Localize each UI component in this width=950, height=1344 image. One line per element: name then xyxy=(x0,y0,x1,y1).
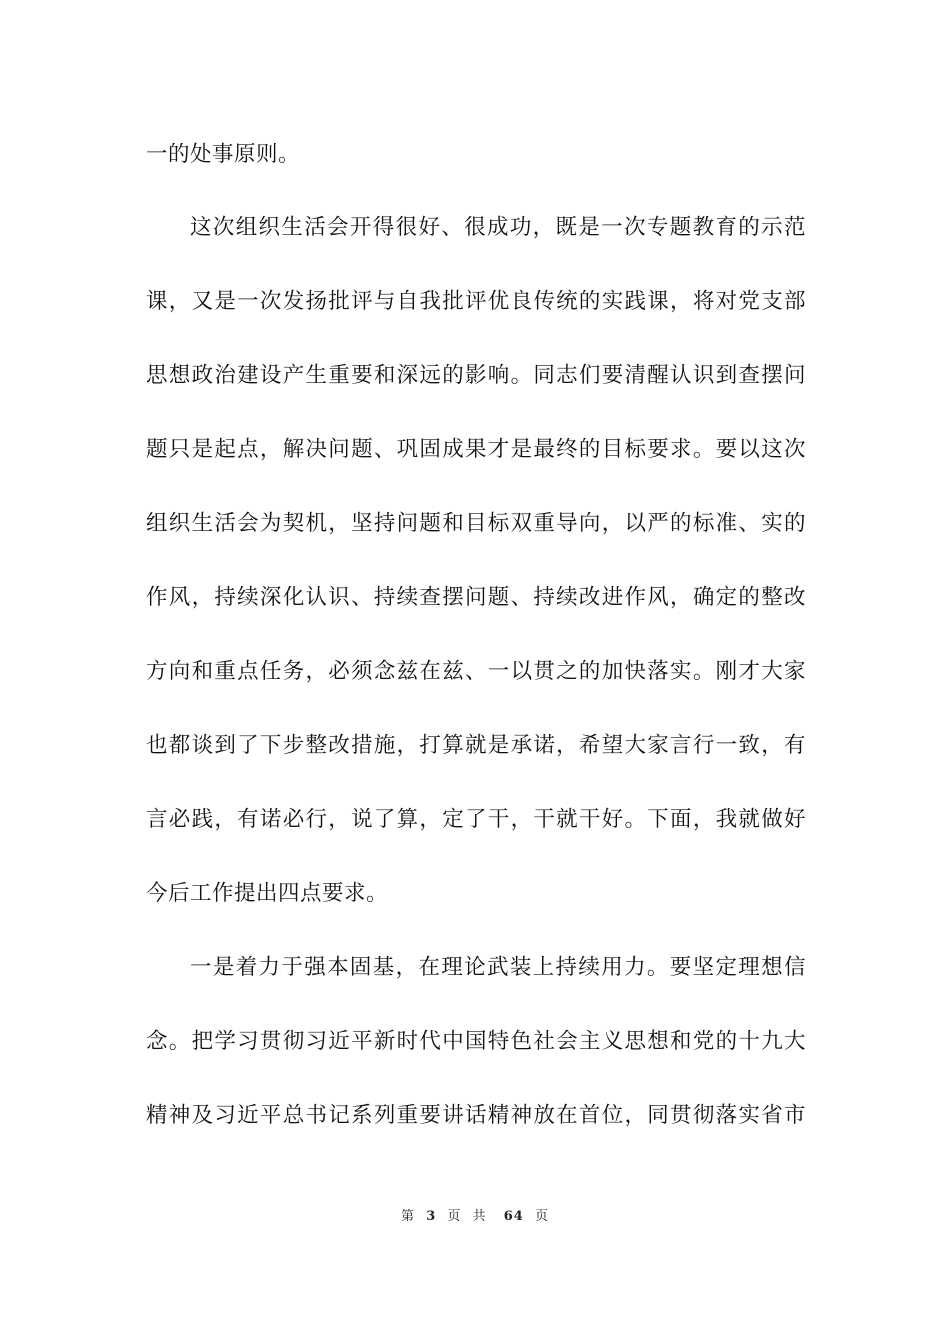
text-line-4: 思想政治建设产生重要和深远的影响。同志们要清醒认识到查摆问 xyxy=(146,363,806,388)
text-line-5: 题只是起点，解决问题、巩固成果才是最终的目标要求。要以这次 xyxy=(146,437,806,462)
text-line-11: 今后工作提出四点要求。 xyxy=(146,881,389,906)
text-line-7: 作风，持续深化认识、持续查摆问题、持续改进作风，确定的整改 xyxy=(146,585,806,610)
text-line-2: 这次组织生活会开得很好、很成功，既是一次专题教育的示范 xyxy=(190,215,806,240)
text-line-12: 一是着力于强本固基，在理论武装上持续用力。要坚定理想信 xyxy=(190,955,806,980)
text-line-9: 也都谈到了下步整改措施，打算就是承诺，希望大家言行一致，有 xyxy=(146,733,806,758)
text-line-13: 念。把学习贯彻习近平新时代中国特色社会主义思想和党的十九大 xyxy=(146,1029,806,1054)
footer-suffix: 页 xyxy=(534,1209,549,1224)
text-line-10: 言必践，有诺必行，说了算，定了干，干就干好。下面，我就做好 xyxy=(146,807,806,832)
text-line-6: 组织生活会为契机，坚持问题和目标双重导向，以严的标准、实的 xyxy=(146,511,806,536)
text-line-14: 精神及习近平总书记系列重要讲话精神放在首位，同贯彻落实省市 xyxy=(146,1103,806,1128)
page-footer xyxy=(0,1208,950,1226)
footer-total-pages: 64 xyxy=(503,1209,524,1224)
footer-total-word: 共 xyxy=(472,1209,487,1224)
text-line-1: 一的处事原则。 xyxy=(146,142,301,167)
footer-current-page: 3 xyxy=(426,1209,437,1224)
footer-prefix: 第 xyxy=(401,1209,416,1224)
text-line-3: 课，又是一次发扬批评与自我批评优良传统的实践课，将对党支部 xyxy=(146,289,806,314)
text-line-8: 方向和重点任务，必须念兹在兹、一以贯之的加快落实。刚才大家 xyxy=(146,659,806,684)
footer-page-word: 页 xyxy=(447,1209,462,1224)
